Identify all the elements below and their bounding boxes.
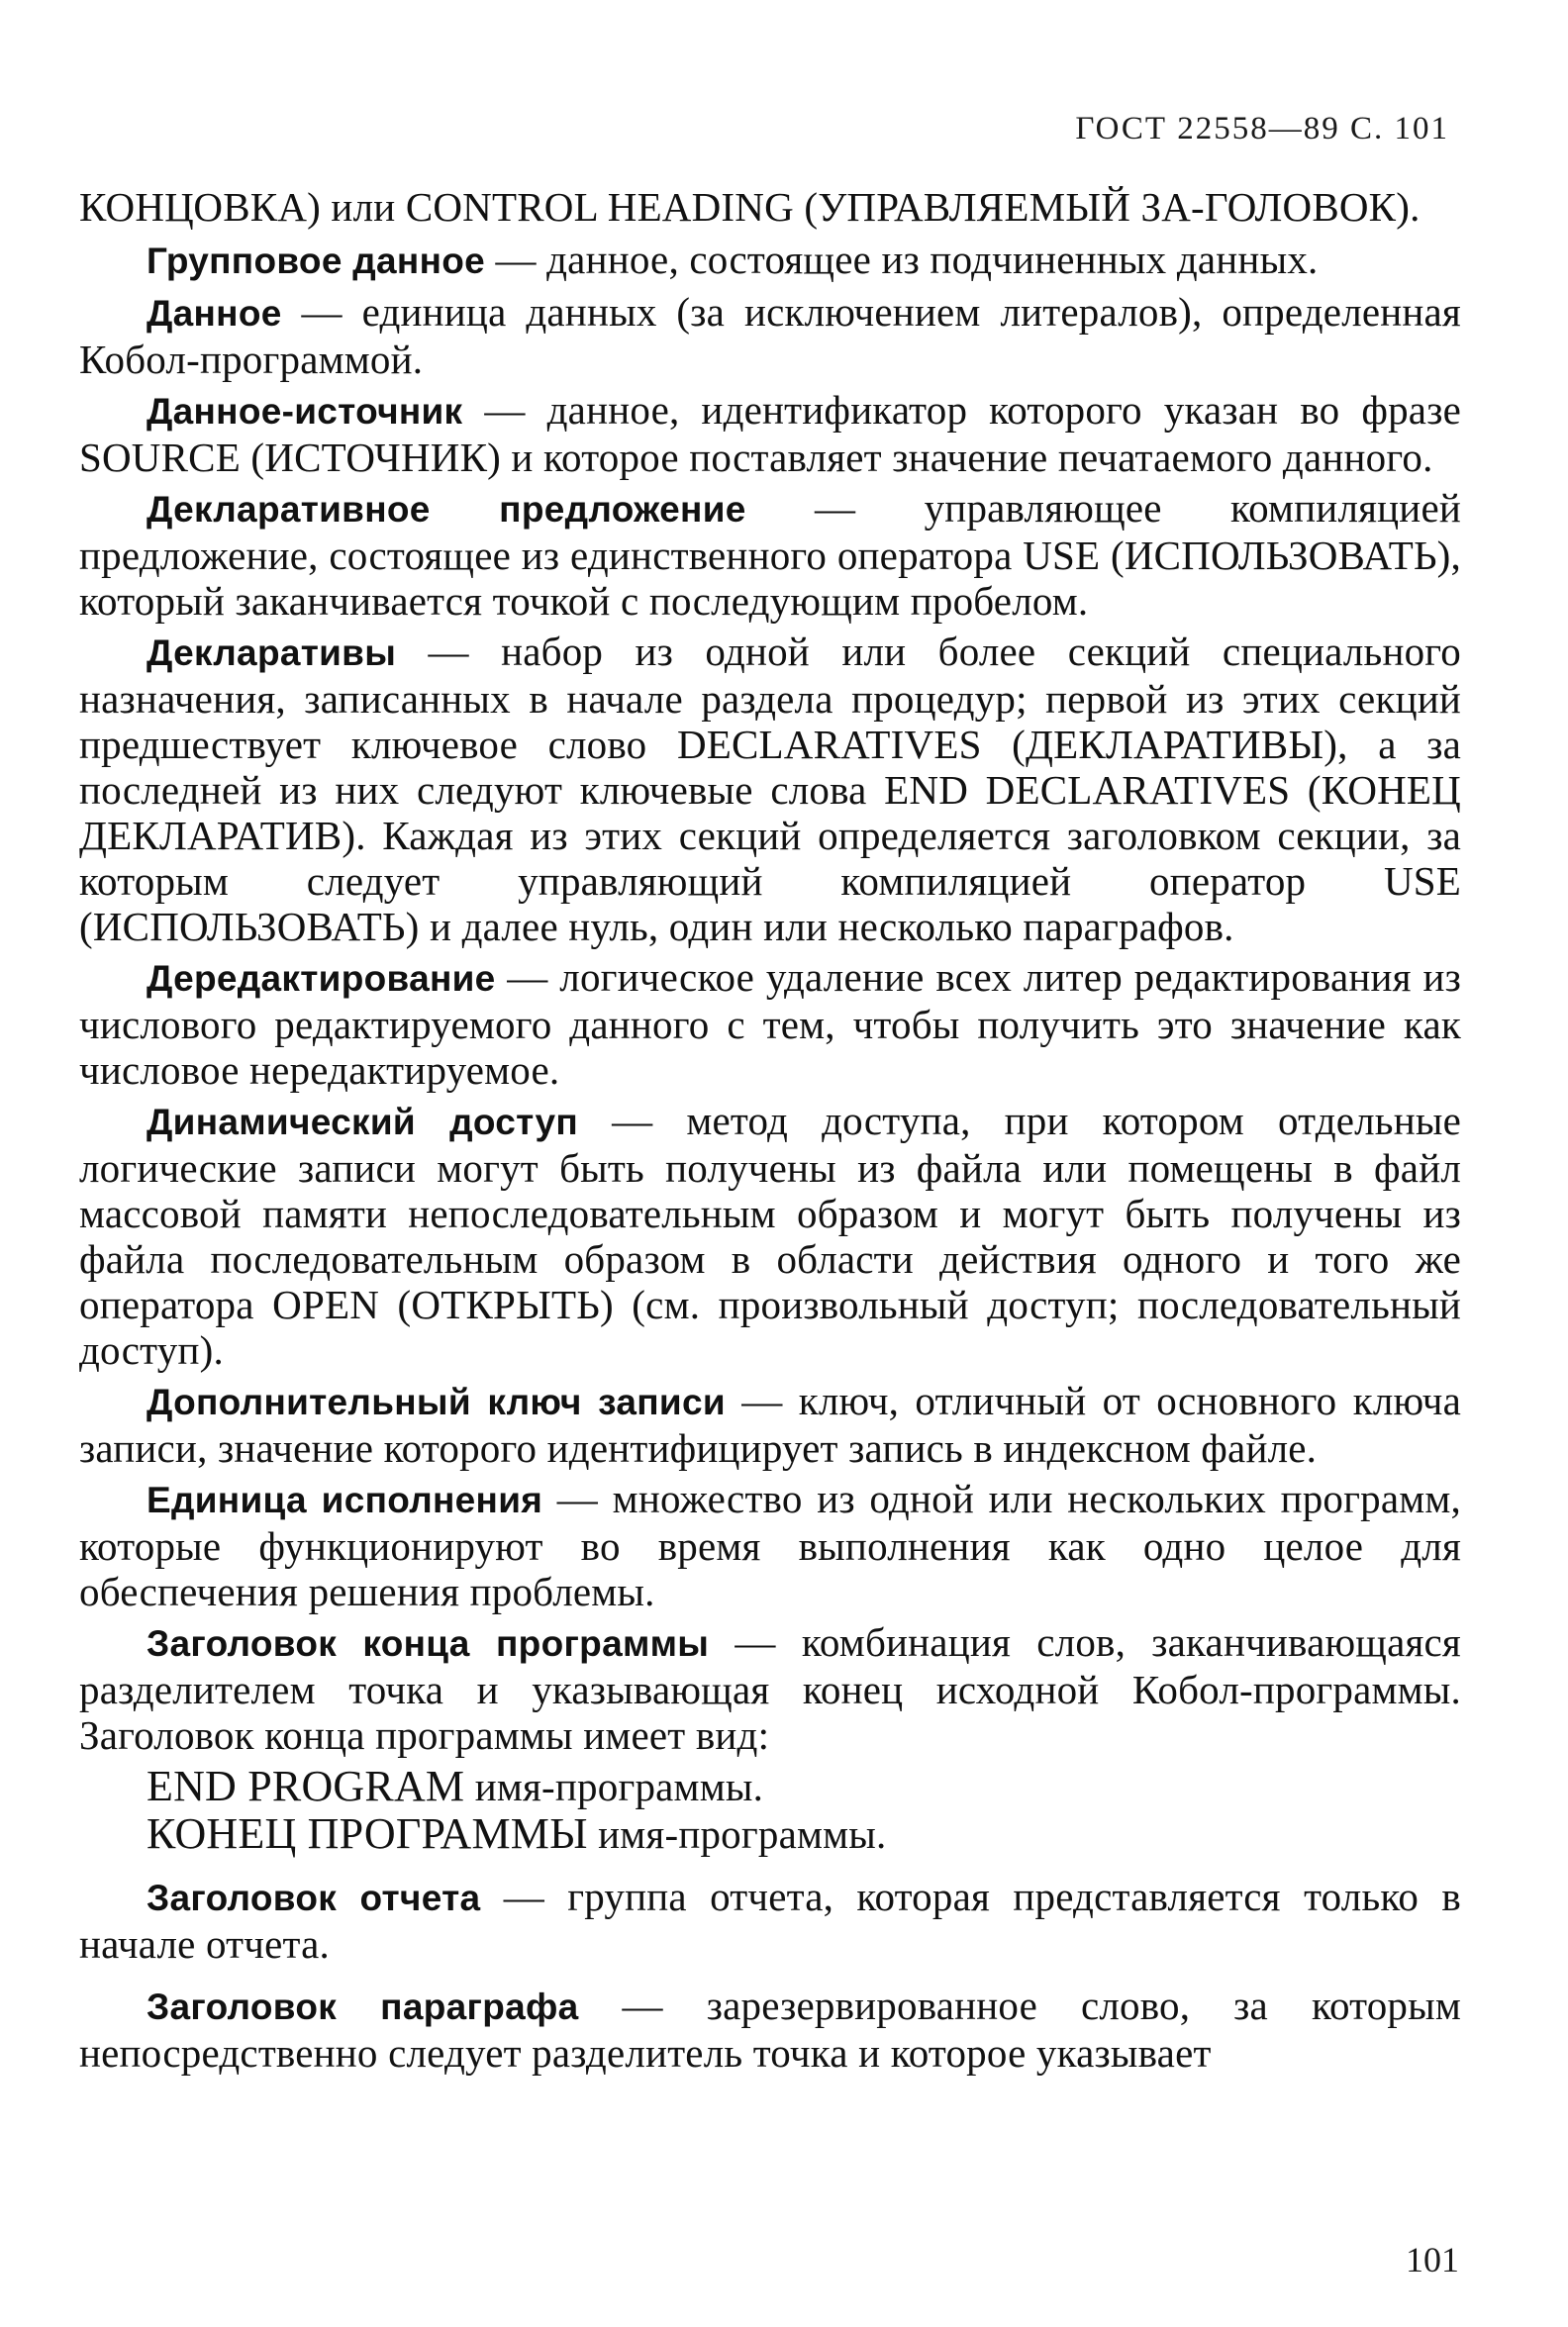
entry-term: Декларативное предложение: [147, 489, 746, 530]
page-number: 101: [1406, 2240, 1459, 2279]
entry-term: Декларативы: [147, 632, 397, 673]
glossary-entry: [79, 485, 1461, 624]
entry-definition: — множество из одной или нескольких программ, которые функционируют во время выполнения как одно целое для обеспечения решения проблемы.: [79, 1476, 1461, 1614]
entry-term: Единица исполнения: [147, 1480, 543, 1520]
glossary-entry: [79, 1378, 1461, 1471]
entry-term: Заголовок отчета: [147, 1878, 481, 1918]
entry-definition: — зарезервированное слово, за которым непосредственно следует разделитель точка и которое указывает: [79, 1983, 1462, 2076]
glossary-entry: [79, 1619, 1461, 1758]
syntax-format-line: [147, 1763, 1461, 1810]
entry-definition: — логическое удаление всех литер редактирования из числового редактируемого данного с тем, чтобы получить это значение как числовое нередактируемое.: [79, 954, 1461, 1093]
entry-term: Данное-источник: [147, 391, 463, 432]
glossary-entry: [79, 289, 1461, 382]
syntax-rest: имя-программы.: [464, 1764, 764, 1809]
entry-term: Дередактирование: [147, 958, 496, 999]
glossary-entry: [79, 954, 1461, 1093]
entry-definition: — комбинация слов, заканчивающаяся разделителем точка и указывающая конец исходной Кобол-программы. Заголовок конца программы имеет вид:: [79, 1619, 1461, 1758]
entry-definition: — группа отчета, которая представляется только в начале отчета.: [79, 1874, 1461, 1967]
entry-term: Динамический доступ: [147, 1102, 579, 1142]
entry-definition: — управляющее компиляцией предложение, состоящее из единственного оператора USE (ИСПОЛЬЗОВАТЬ), который заканчивается точкой с последующим пробелом.: [79, 485, 1461, 624]
entry-definition: КОНЦОВКА) или CONTROL HEADING (УПРАВЛЯЕМЫЙ ЗА-ГОЛОВОК).: [79, 184, 1421, 230]
entry-definition: — данное, состоящее из подчиненных данных.: [485, 237, 1319, 282]
entry-definition: — данное, идентификатор которого указан во фразе SOURCE (ИСТОЧНИК) и которое поставляет значение печатаемого данного.: [79, 387, 1461, 480]
entry-term: Заголовок конца программы: [147, 1623, 710, 1664]
glossary-entry: [79, 629, 1461, 949]
entry-term: Дополнительный ключ записи: [147, 1382, 726, 1422]
entry-definition: — метод доступа, при котором отдельные логические записи могут быть получены из файла или помещены в файл массовой памяти непоследовательным образом и могут быть получены из файла последовательным образом в области действия одного и того же оператора OPEN (ОТКРЫТЬ) (см. произвольный доступ; последовательный доступ).: [79, 1098, 1461, 1373]
glossary-entry: [79, 1983, 1461, 2076]
entry-definition: — набор из одной или более секций специального назначения, записанных в начале раздела процедур; первой из этих секций предшествует ключевое слово DECLARATIVES (ДЕКЛАРАТИВЫ), а за последней из них следуют ключевые слова END DECLARATIVES (КОНЕЦ ДЕКЛАРАТИВ). Каждая из этих секций определяется заголовком секции, за которым следует управляющий компиляцией оператор USE (ИСПОЛЬЗОВАТЬ) и далее нуль, один или несколько параграфов.: [79, 629, 1461, 949]
syntax-rest: имя-программы.: [587, 1811, 887, 1857]
glossary-entry: [79, 387, 1461, 480]
glossary-body: [79, 184, 1461, 2081]
syntax-keyword: КОНЕЦ ПРОГРАММЫ: [147, 1809, 588, 1858]
glossary-entry: [79, 237, 1461, 284]
entry-definition: — единица данных (за исключением литералов), определенная Кобол-программой.: [79, 289, 1461, 382]
glossary-entry: [79, 1874, 1461, 1967]
entry-term: Данное: [147, 293, 282, 334]
glossary-entry: [79, 1476, 1461, 1614]
syntax-format-line: [147, 1810, 1461, 1858]
entry-term: Заголовок параграфа: [147, 1987, 579, 2027]
glossary-entry: [79, 184, 1461, 232]
entry-definition: — ключ, отличный от основного ключа записи, значение которого идентифицирует запись в индексном файле.: [79, 1378, 1461, 1471]
syntax-keyword: END PROGRAM: [147, 1762, 465, 1810]
entry-term: Групповое данное: [147, 241, 486, 281]
running-header: ГОСТ 22558—89 С. 101: [1075, 111, 1449, 146]
glossary-entry: [79, 1098, 1461, 1373]
